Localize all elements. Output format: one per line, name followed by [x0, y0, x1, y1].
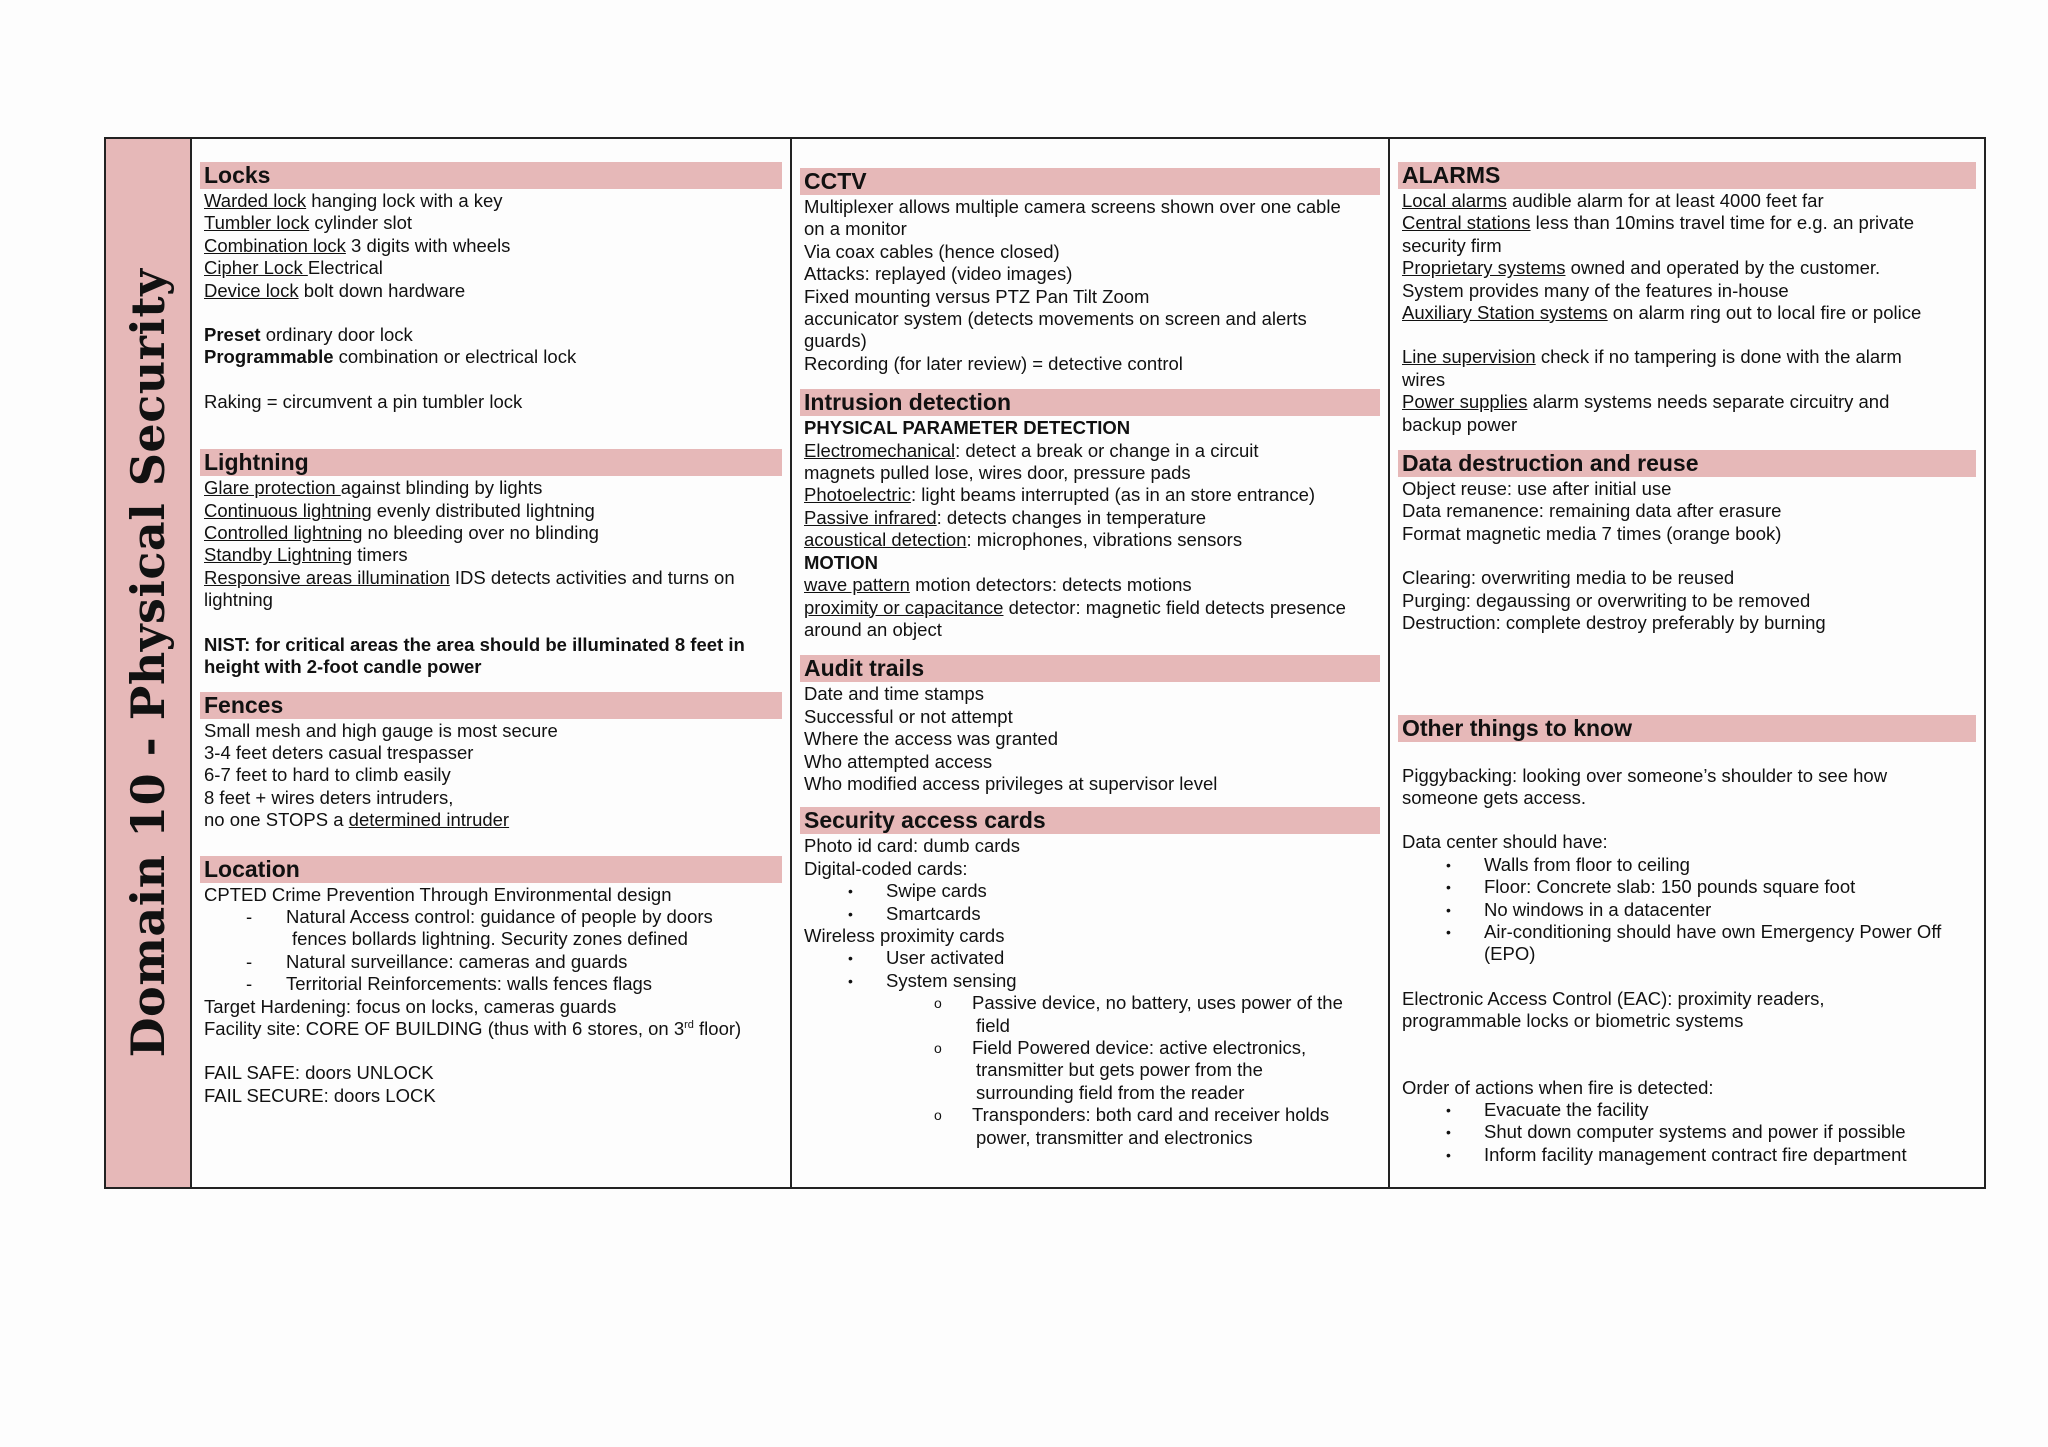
- data-destruction-section: [1398, 450, 1976, 634]
- cards-line: Photo id card: dumb cards: [804, 835, 1020, 857]
- other-line: someone gets access.: [1402, 786, 1587, 808]
- intrusion-line: magnets pulled lose, wires door, pressure pads: [804, 462, 1191, 484]
- other-line: programmable locks or biometric systems: [1402, 1010, 1744, 1032]
- raking-line: Raking = circumvent a pin tumbler lock: [204, 390, 523, 412]
- cctv-line: accunicator system (detects movements on screen and alerts: [804, 308, 1307, 330]
- lightning-header: Lightning: [200, 449, 782, 476]
- dash-item: - Territorial Reinforcements: walls fences flags: [246, 973, 653, 995]
- data-line: Purging: degaussing or overwriting to be removed: [1402, 589, 1811, 611]
- locks-section: [200, 162, 782, 413]
- other-section: [1398, 715, 1976, 1167]
- audit-line: Where the access was granted: [804, 728, 1058, 750]
- bullet-item: • Shut down computer systems and power if possible: [1446, 1121, 1906, 1143]
- lock-item: Device lock bolt down hardware: [204, 279, 466, 301]
- bullet-item: • Smartcards: [848, 902, 981, 924]
- circle-item-cont: field: [976, 1014, 1010, 1036]
- audit-header: Audit trails: [800, 655, 1380, 682]
- intrusion-line: around an object: [804, 618, 942, 640]
- circle-item: o Passive device, no battery, uses power of the: [934, 992, 1343, 1014]
- fence-line: 6-7 feet to hard to climb easily: [204, 764, 451, 786]
- lightning-item: Glare protection against blinding by lights: [204, 477, 543, 499]
- audit-line: Who attempted access: [804, 750, 993, 772]
- alarm-line: security firm: [1402, 234, 1502, 256]
- alarm-line: Auxiliary Station systems on alarm ring out to local fire or police: [1402, 302, 1922, 324]
- alarm-line: wires: [1402, 368, 1446, 390]
- intrusion-line: acoustical detection: microphones, vibrations sensors: [804, 529, 1243, 551]
- cctv-line: Multiplexer allows multiple camera screens shown over one cable: [804, 196, 1341, 217]
- intrusion-line: Passive infrared: detects changes in temperature: [804, 506, 1207, 528]
- nist-line: NIST: for critical areas the area should be illuminated 8 feet in: [204, 633, 745, 655]
- column-2: [790, 139, 1388, 1187]
- column-1: [192, 139, 790, 1187]
- failsafe-line: FAIL SAFE: doors UNLOCK: [204, 1062, 434, 1084]
- intrusion-line: Photoelectric: light beams interrupted (as in an store entrance): [804, 484, 1316, 506]
- data-line: Destruction: complete destroy preferably by burning: [1402, 612, 1826, 634]
- cards-line: Digital-coded cards:: [804, 857, 968, 879]
- other-line: Electronic Access Control (EAC): proximity readers,: [1402, 987, 1825, 1009]
- lock-item: Cipher Lock Electrical: [204, 257, 383, 279]
- alarm-line: Local alarms audible alarm for at least 4000 feet far: [1402, 190, 1824, 211]
- cctv-line: Fixed mounting versus PTZ Pan Tilt Zoom: [804, 285, 1150, 307]
- other-line: Piggybacking: looking over someone’s shoulder to see how: [1402, 764, 1888, 786]
- circle-item-cont: power, transmitter and electronics: [976, 1126, 1253, 1148]
- bullet-item: • Swipe cards: [848, 880, 987, 902]
- dash-item: - Natural Access control: guidance of people by doors: [246, 905, 713, 927]
- preset-line: Preset ordinary door lock: [204, 324, 413, 346]
- subheading: PHYSICAL PARAMETER DETECTION: [804, 417, 1131, 439]
- location-header: Location: [200, 856, 782, 883]
- programmable-line: Programmable combination or electrical lock: [204, 346, 577, 368]
- alarm-line: Central stations less than 10mins travel time for e.g. an private: [1402, 212, 1915, 234]
- lightning-section: [200, 449, 782, 678]
- data-line: Format magnetic media 7 times (orange book): [1402, 522, 1782, 544]
- other-header: Other things to know: [1398, 715, 1976, 742]
- bullet-item: • Floor: Concrete slab: 150 pounds square foot: [1446, 876, 1856, 898]
- hardening-line: Target Hardening: focus on locks, cameras guards: [204, 995, 617, 1017]
- audit-line: Who modified access privileges at supervisor level: [804, 772, 1218, 794]
- audit-line: Successful or not attempt: [804, 705, 1013, 727]
- cctv-line: Recording (for later review) = detective control: [804, 352, 1183, 374]
- alarms-header: ALARMS: [1398, 162, 1976, 189]
- column-3: [1388, 139, 1984, 1187]
- circle-item: o Transponders: both card and receiver holds: [934, 1104, 1330, 1126]
- cctv-line: Via coax cables (hence closed): [804, 240, 1060, 262]
- lightning-item: Responsive areas illumination IDS detects activities and turns on: [204, 566, 735, 588]
- intrusion-section: [800, 389, 1380, 641]
- alarm-line: Proprietary systems owned and operated by the customer.: [1402, 257, 1881, 279]
- subheading: MOTION: [804, 551, 878, 573]
- cctv-line: on a monitor: [804, 218, 907, 240]
- cards-header: Security access cards: [800, 807, 1380, 834]
- lock-item: Tumbler lock cylinder slot: [204, 212, 413, 234]
- fence-line: Small mesh and high gauge is most secure: [204, 719, 558, 741]
- circle-item-cont: transmitter but gets power from the: [976, 1059, 1263, 1081]
- cctv-header: CCTV: [800, 168, 1380, 195]
- dash-item: - Natural surveillance: cameras and guards: [246, 950, 628, 972]
- bullet-item-cont: (EPO): [1484, 943, 1536, 965]
- failsecure-line: FAIL SECURE: doors LOCK: [204, 1084, 436, 1106]
- other-line: Data center should have:: [1402, 831, 1608, 853]
- lock-item: Warded lock hanging lock with a key: [204, 190, 503, 211]
- lightning-item: Continuous lightning evenly distributed lightning: [204, 499, 595, 521]
- data-line: Data remanence: remaining data after erasure: [1402, 500, 1782, 522]
- data-destruction-header: Data destruction and reuse: [1398, 450, 1976, 477]
- fence-line: no one STOPS a determined intruder: [204, 809, 510, 831]
- lightning-item: Standby Lightning timers: [204, 544, 408, 566]
- alarm-line: backup power: [1402, 413, 1518, 435]
- sidebar: [106, 139, 192, 1187]
- bullet-item: • Inform facility management contract fire department: [1446, 1143, 1907, 1165]
- bullet-item: • Air-conditioning should have own Emergency Power Off: [1446, 920, 1942, 942]
- bullet-item: • No windows in a datacenter: [1446, 898, 1712, 920]
- alarms-section: [1398, 162, 1976, 436]
- locks-header: Locks: [200, 162, 782, 189]
- summary-sheet: [104, 137, 1986, 1189]
- cards-line: Wireless proximity cards: [804, 924, 1005, 946]
- lightning-item-cont: lightning: [204, 589, 273, 611]
- alarm-line: System provides many of the features in-house: [1402, 279, 1789, 301]
- other-line: Order of actions when fire is detected:: [1402, 1076, 1714, 1098]
- lightning-item: Controlled lightning no bleeding over no blinding: [204, 522, 599, 544]
- data-line: Object reuse: use after initial use: [1402, 478, 1672, 500]
- fence-line: 8 feet + wires deters intruders,: [204, 786, 454, 808]
- bullet-item: • User activated: [848, 947, 1005, 969]
- nist-line: height with 2-foot candle power: [204, 656, 482, 678]
- alarm-line: Line supervision check if no tampering is done with the alarm: [1402, 346, 1902, 368]
- cpted-line: CPTED Crime Prevention Through Environmental design: [204, 883, 672, 905]
- dash-item-cont: fences bollards lightning. Security zones defined: [292, 928, 688, 950]
- alarm-line: Power supplies alarm systems needs separate circuitry and: [1402, 391, 1890, 413]
- bullet-item: • Evacuate the facility: [1446, 1098, 1649, 1120]
- cctv-section: [800, 168, 1380, 375]
- fences-section: [200, 692, 782, 832]
- sidebar-title: Domain 10 - Physical Security: [121, 268, 175, 1058]
- cctv-line: guards): [804, 330, 867, 352]
- location-section: [200, 856, 782, 1108]
- circle-item: o Field Powered device: active electronics,: [934, 1037, 1307, 1058]
- data-line: Clearing: overwriting media to be reused: [1402, 567, 1735, 589]
- circle-item-cont: surrounding field from the reader: [976, 1081, 1245, 1103]
- lock-item: Combination lock 3 digits with wheels: [204, 234, 511, 256]
- facility-line: Facility site: CORE OF BUILDING (thus with 6 stores, on 3rd floor): [204, 1017, 742, 1039]
- fence-line: 3-4 feet deters casual trespasser: [204, 741, 474, 763]
- intrusion-header: Intrusion detection: [800, 389, 1380, 416]
- bullet-item: • System sensing: [848, 969, 1017, 991]
- cards-section: [800, 807, 1380, 1149]
- bullet-item: • Walls from floor to ceiling: [1446, 853, 1690, 875]
- audit-line: Date and time stamps: [804, 683, 984, 705]
- audit-section: [800, 655, 1380, 795]
- intrusion-line: proximity or capacitance detector: magnetic field detects presence: [804, 596, 1346, 618]
- cctv-line: Attacks: replayed (video images): [804, 263, 1073, 285]
- fences-header: Fences: [200, 692, 782, 719]
- intrusion-line: wave pattern motion detectors: detects motions: [804, 574, 1192, 596]
- intrusion-line: Electromechanical: detect a break or change in a circuit: [804, 439, 1259, 461]
